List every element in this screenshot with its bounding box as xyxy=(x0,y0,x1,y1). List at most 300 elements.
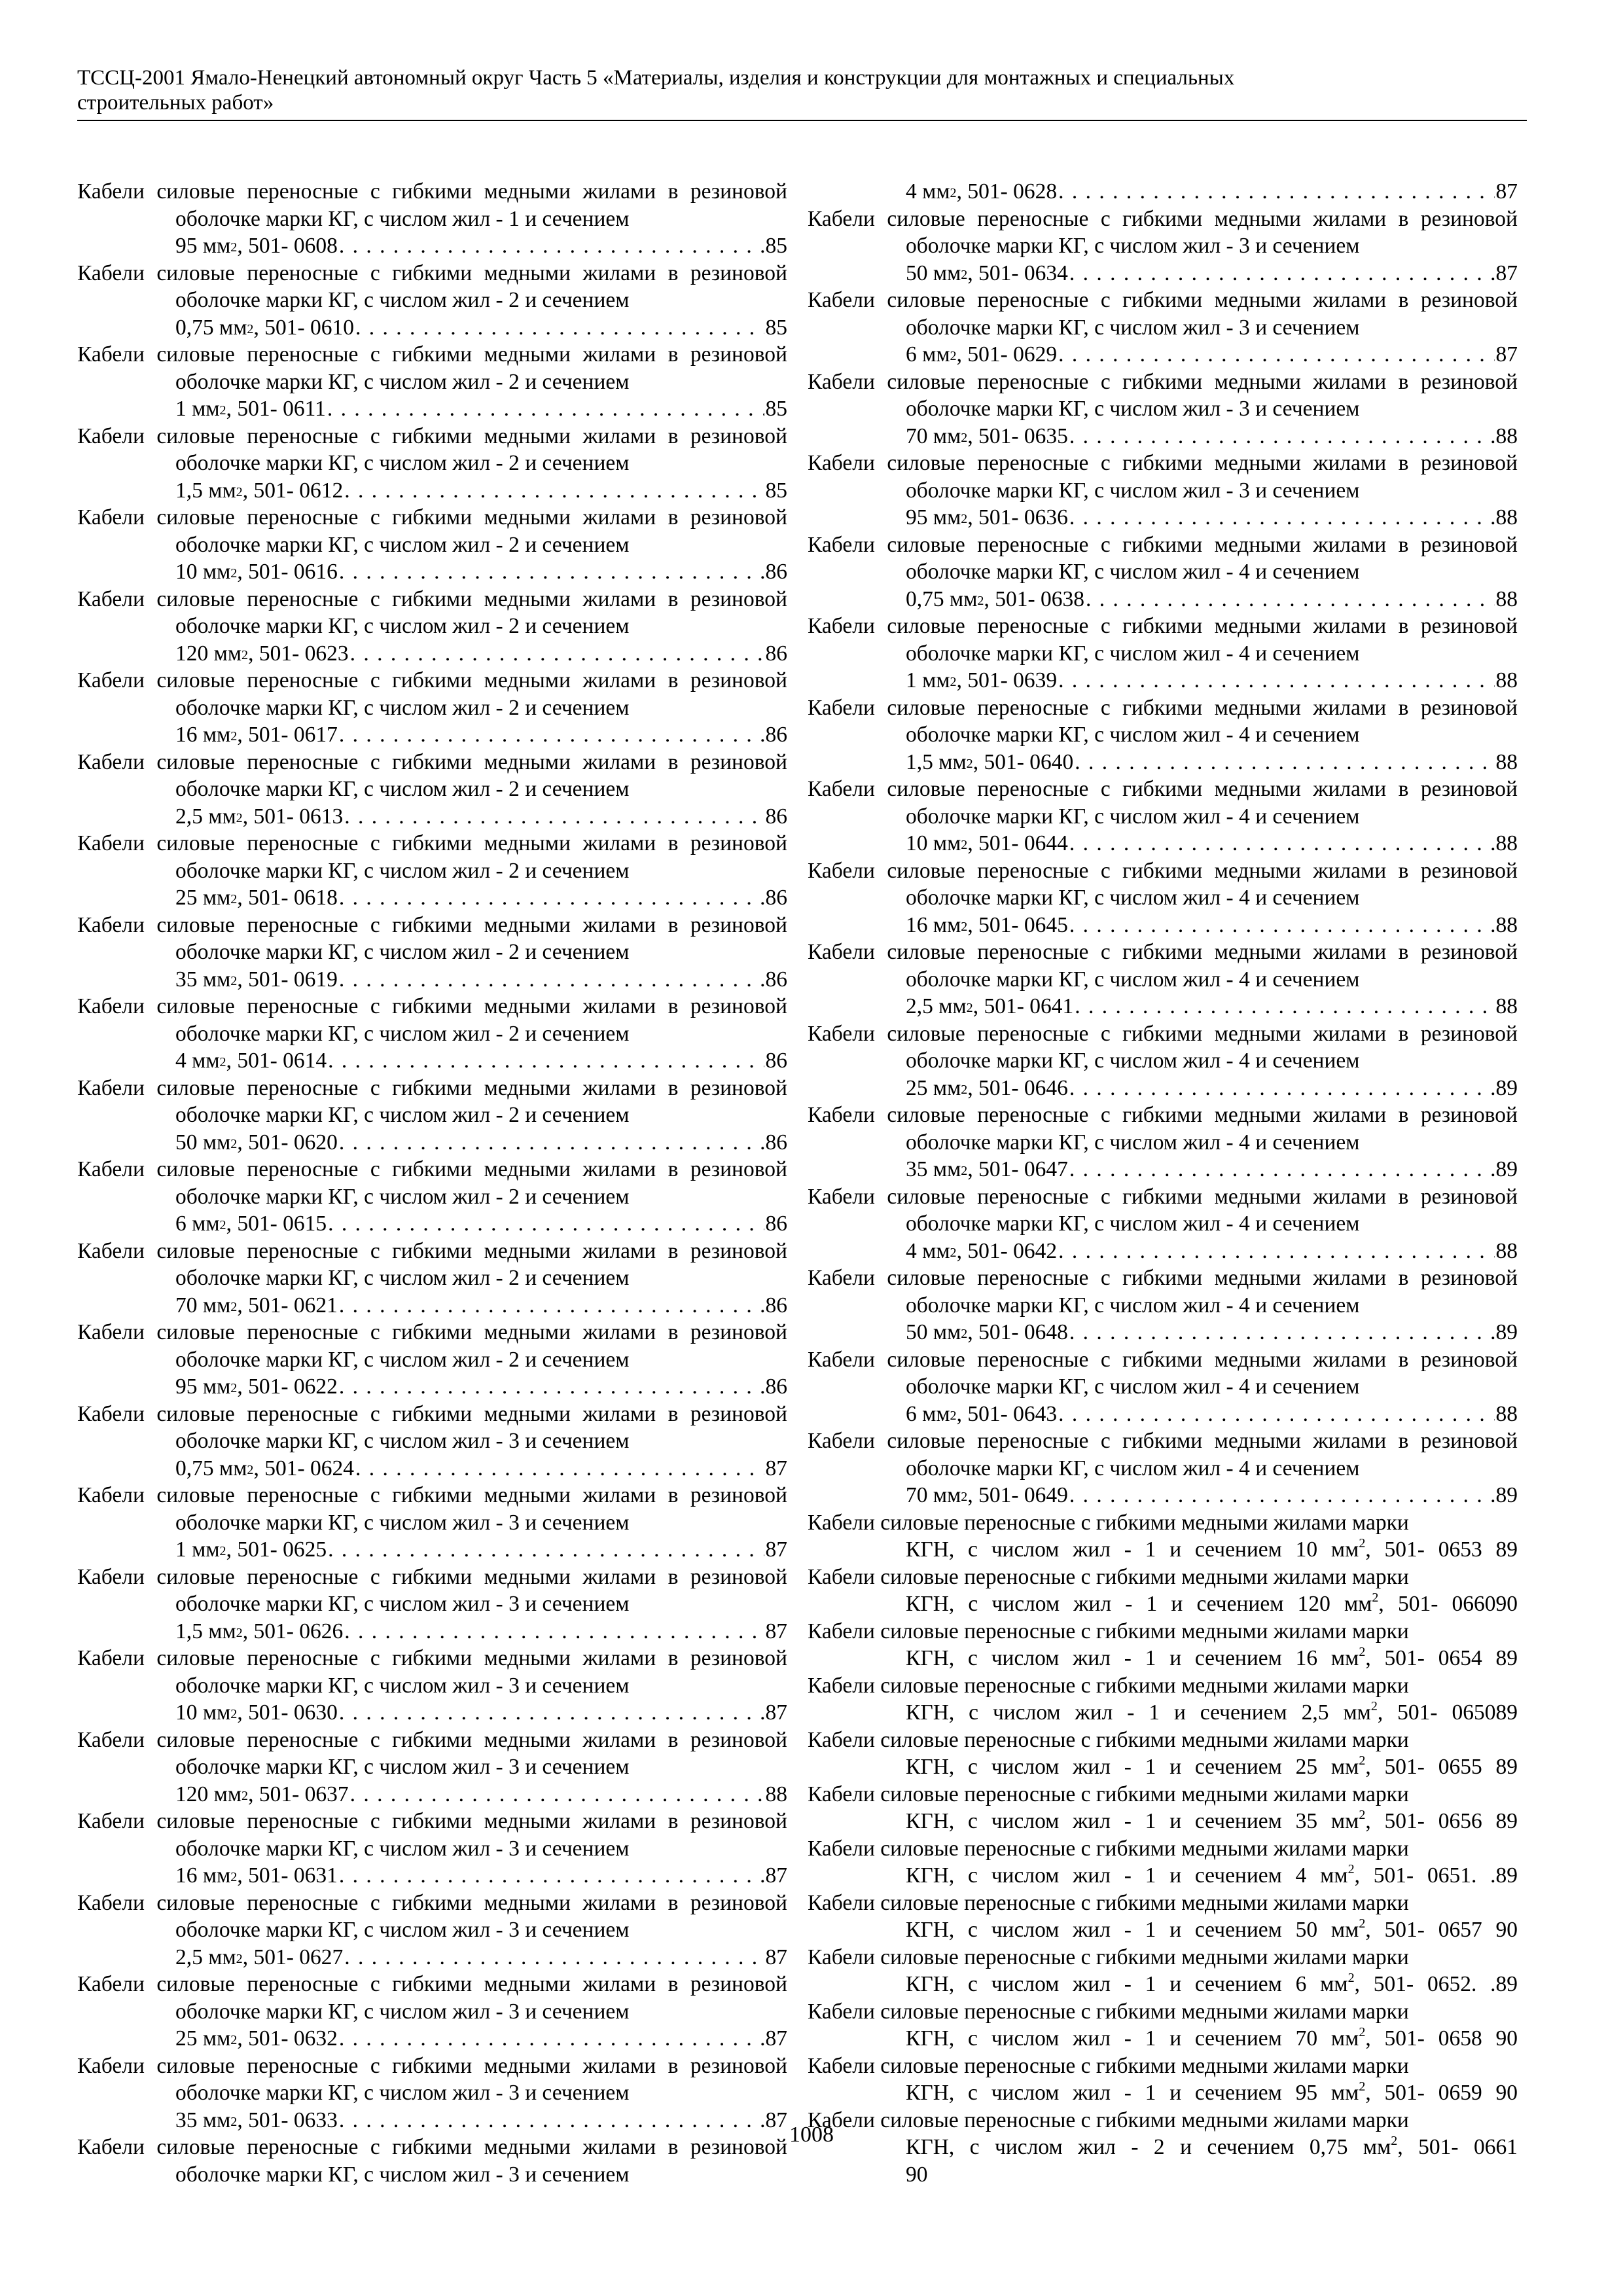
entry-page: 86 xyxy=(765,641,787,666)
entry-section: 2,5 мм xyxy=(175,1945,236,1969)
index-entry-kgn xyxy=(808,1781,1518,1835)
index-entry xyxy=(808,450,1518,531)
entry-code: , 501- 0636 xyxy=(967,505,1068,529)
entry-last-line: 120 мм $^2$ , 501- 0623 . . . 86 xyxy=(175,640,787,668)
index-entry xyxy=(77,1482,787,1564)
header-line-1: ТССЦ-2001 Ямало-Ненецкий автономный округ Часть 5 «Материалы, изделия и конструкции для монтажных и специальных xyxy=(77,66,1235,90)
entry-text: Кабели силовые переносные с гибкими медными жилами марки xyxy=(808,1510,1409,1535)
index-entry-kgn xyxy=(808,1998,1518,2053)
entry-section: 95 мм xyxy=(906,505,961,529)
index-entry-kgn xyxy=(808,1672,1518,1727)
dot-leader xyxy=(1069,504,1495,531)
entry-page: 86 xyxy=(765,804,787,829)
entry-page: 86 xyxy=(765,1293,787,1318)
index-entry xyxy=(808,776,1518,857)
index-entry-kgn xyxy=(808,1727,1518,1781)
dot-leader xyxy=(344,803,764,831)
entry-page: 88 xyxy=(765,1782,787,1806)
index-entry-kgn xyxy=(808,1944,1518,1998)
header-rule xyxy=(77,120,1527,121)
entry-text: Кабели силовые переносные с гибкими медными жилами в резиновой оболочке марки КГ, с числом жил - 2 и сечением xyxy=(77,668,787,720)
entry-section: КГН, с числом жил - 1 и сечением 35 мм xyxy=(906,1809,1359,1833)
entry-page: 85 xyxy=(765,397,787,421)
index-entry xyxy=(77,830,787,912)
entry-code: , 501- 0645 xyxy=(967,912,1068,937)
entry-section: 1 мм xyxy=(906,668,950,692)
index-entry-kgn xyxy=(808,1618,1518,1672)
entry-last-line: 0,75 мм $^2$ , 501- 0624 . . . 87 xyxy=(175,1455,787,1482)
entry-text: Кабели силовые переносные с гибкими медными жилами в резиновой оболочке марки КГ, с числом жил - 3 и сечением xyxy=(808,369,1518,421)
entry-section: КГН, с числом жил - 2 и сечением 0,75 мм xyxy=(906,2135,1391,2159)
entry-last-line: 6 мм $^2$ , 501- 0643 . . . 88 xyxy=(906,1401,1518,1428)
entry-section: 70 мм xyxy=(906,1483,961,1507)
entry-code-page: , 501- 0654 89 xyxy=(1365,1646,1518,1670)
entry-text: Кабели силовые переносные с гибкими медными жилами в резиновой оболочке марки КГ, с числом жил - 2 и сечением xyxy=(77,260,787,312)
entry-page: 87 xyxy=(765,2108,787,2132)
dot-leader xyxy=(1058,1401,1494,1428)
entry-page: 88 xyxy=(1495,831,1518,855)
entry-code: , 501- 0614 xyxy=(226,1049,327,1073)
page-number: 1008 xyxy=(789,2123,834,2147)
index-entry xyxy=(77,1808,787,1890)
dot-leader xyxy=(328,1047,764,1075)
entry-code: , 501- 0630 xyxy=(237,1700,338,1725)
dot-leader xyxy=(327,395,764,423)
superscript: 2 xyxy=(1391,2133,1398,2148)
entry-page: 88 xyxy=(1495,994,1518,1018)
entry-code: , 501- 0634 xyxy=(967,260,1068,285)
superscript: 2 xyxy=(1359,1807,1366,1822)
dot-leader xyxy=(339,966,764,994)
dot-leader xyxy=(339,558,764,586)
entry-page: 87 xyxy=(1495,260,1518,285)
entry-section: КГН, с числом жил - 1 и сечением 25 мм xyxy=(906,1755,1359,1779)
dot-leader xyxy=(1069,423,1495,450)
entry-section: КГН, с числом жил - 1 и сечением 50 мм xyxy=(906,1918,1359,1942)
dot-leader xyxy=(355,1455,764,1482)
entry-last-line xyxy=(906,1645,1518,1672)
entry-section: 50 мм xyxy=(906,1320,961,1344)
dot-leader xyxy=(339,2025,764,2053)
entry-section: 6 мм xyxy=(906,1401,950,1426)
index-entry xyxy=(808,206,1518,287)
index-entry xyxy=(77,1075,787,1157)
entry-code: , 501- 0631 xyxy=(237,1863,338,1888)
dot-leader xyxy=(344,1944,764,1971)
entry-section: 10 мм xyxy=(175,1700,231,1725)
entry-last-line: 2,5 мм $^2$ , 501- 0627 . . . 87 xyxy=(175,1944,787,1971)
entry-page: 87 xyxy=(1495,179,1518,204)
entry-code: , 501- 0648 xyxy=(967,1320,1068,1344)
entry-section: 16 мм xyxy=(906,912,961,937)
entry-last-line: 6 мм $^2$ , 501- 0615 . . . 86 xyxy=(175,1210,787,1238)
superscript: 2 xyxy=(1347,1970,1355,1985)
entry-code: , 501- 0649 xyxy=(967,1483,1068,1507)
entry-page: 86 xyxy=(765,1374,787,1399)
entry-section: 6 мм xyxy=(175,1211,220,1236)
entry-section: 10 мм xyxy=(906,831,961,855)
entry-last-line: 1,5 мм $^2$ , 501- 0626 . . . 87 xyxy=(175,1618,787,1645)
entry-last-line: 1,5 мм $^2$ , 501- 0612 . . . 85 xyxy=(175,477,787,505)
index-entry xyxy=(77,1971,787,2053)
dot-leader xyxy=(339,1699,764,1727)
entry-section: 4 мм xyxy=(906,179,950,204)
entry-code: , 501- 0619 xyxy=(237,967,338,992)
entry-code: , 501- 0644 xyxy=(967,831,1068,855)
dot-leader xyxy=(355,314,764,342)
entry-text: Кабели силовые переносные с гибкими медными жилами в резиновой оболочке марки КГ, с числом жил - 2 и сечением xyxy=(77,831,787,883)
entry-last-line xyxy=(906,2025,1518,2053)
index-entry xyxy=(77,749,787,831)
index-entry xyxy=(77,2053,787,2134)
entry-code-page: , 501- 0651. .89 xyxy=(1354,1863,1518,1888)
dot-leader xyxy=(1058,667,1494,694)
entry-last-line xyxy=(906,1808,1518,1835)
entry-text: Кабели силовые переносные с гибкими медными жилами в резиновой оболочке марки КГ, с числом жил - 3 и сечением xyxy=(77,1809,787,1861)
index-entry xyxy=(808,368,1518,450)
superscript: 2 xyxy=(1372,1590,1379,1605)
index-entry xyxy=(77,1890,787,1971)
entry-text: Кабели силовые переносные с гибкими медными жилами марки xyxy=(808,1890,1409,1915)
index-entry xyxy=(808,857,1518,939)
entry-text: Кабели силовые переносные с гибкими медными жилами марки xyxy=(808,1564,1409,1589)
superscript: 2 xyxy=(1359,1753,1366,1768)
entry-last-line: 10 мм $^2$ , 501- 0644 . . . 88 xyxy=(906,830,1518,857)
entry-last-line: 120 мм $^2$ , 501- 0637 . . . 88 xyxy=(175,1781,787,1808)
entry-text: Кабели силовые переносные с гибкими медными жилами в резиновой оболочке марки КГ, с числом жил - 3 и сечением xyxy=(77,1483,787,1535)
entry-last-line: 70 мм $^2$ , 501- 0621 . . . 86 xyxy=(175,1292,787,1319)
dot-leader xyxy=(1069,1156,1495,1183)
entry-text: Кабели силовые переносные с гибкими медными жилами в резиновой оболочке марки КГ, с числом жил - 4 и сечением xyxy=(808,532,1518,584)
entry-section: КГН, с числом жил - 1 и сечением 120 мм xyxy=(906,1592,1372,1616)
entry-section: 16 мм xyxy=(175,723,231,747)
entry-last-line: 4 мм $^2$ , 501- 0628 . . . 87 xyxy=(906,178,1518,206)
entry-text: Кабели силовые переносные с гибкими медными жилами в резиновой оболочке марки КГ, с числом жил - 3 и сечением xyxy=(77,1972,787,2024)
entry-code: , 501- 0640 xyxy=(972,749,1074,774)
entry-last-line: 10 мм $^2$ , 501- 0616 . . . 86 xyxy=(175,558,787,586)
entry-last-line: 4 мм $^2$ , 501- 0614 . . . 86 xyxy=(175,1047,787,1075)
entry-code-page: , 501- 0655 89 xyxy=(1365,1755,1518,1779)
dot-leader xyxy=(339,1292,764,1319)
entry-page: 88 xyxy=(1495,668,1518,692)
index-entry xyxy=(77,586,787,668)
index-entry xyxy=(77,1645,787,1727)
dot-leader xyxy=(1086,586,1495,613)
dot-leader xyxy=(1075,993,1494,1020)
entry-section: 1 мм xyxy=(175,1537,220,1562)
entry-text: Кабели силовые переносные с гибкими медными жилами в резиновой оболочке марки КГ, с числом жил - 4 и сечением xyxy=(808,614,1518,666)
entry-last-line xyxy=(906,1753,1518,1781)
index-entry xyxy=(77,1156,787,1238)
entry-text: Кабели силовые переносные с гибкими медными жилами в резиновой оболочке марки КГ, с числом жил - 1 и сечением xyxy=(77,179,787,231)
header-line-2: строительных работ» xyxy=(77,91,274,115)
index-column-right xyxy=(808,178,1518,2188)
index-entry xyxy=(77,1727,787,1808)
entry-last-line: 70 мм $^2$ , 501- 0649 . . . 89 xyxy=(906,1482,1518,1509)
entry-text: Кабели силовые переносные с гибкими медными жилами в резиновой оболочке марки КГ, с числом жил - 2 и сечением xyxy=(77,994,787,1046)
entry-last-line: 95 мм $^2$ , 501- 0622 . . . 86 xyxy=(175,1373,787,1401)
superscript: 2 xyxy=(1359,1916,1366,1931)
index-entry xyxy=(77,912,787,994)
index-entry xyxy=(77,1238,787,1319)
entry-code: , 501- 0622 xyxy=(237,1374,338,1399)
entry-last-line: 2,5 мм $^2$ , 501- 0641 . . . 88 xyxy=(906,993,1518,1020)
entry-section: 25 мм xyxy=(175,886,231,910)
entry-last-line: 35 мм $^2$ , 501- 0647 . . . 89 xyxy=(906,1156,1518,1183)
dot-leader xyxy=(339,232,764,260)
dot-leader xyxy=(339,721,764,749)
dot-leader xyxy=(339,1373,764,1401)
index-entry xyxy=(808,1265,1518,1346)
entry-code: , 501- 0628 xyxy=(956,179,1058,204)
entry-section: КГН, с числом жил - 1 и сечением 16 мм xyxy=(906,1646,1359,1670)
index-entry xyxy=(808,1183,1518,1265)
entry-last-line: 16 мм $^2$ , 501- 0645 . . . 88 xyxy=(906,912,1518,939)
entry-section: 6 мм xyxy=(906,342,950,367)
entry-code: , 501- 0633 xyxy=(237,2108,338,2132)
entry-last-line: 25 мм $^2$ , 501- 0646 . . . 89 xyxy=(906,1075,1518,1102)
entry-page: 89 xyxy=(1495,1320,1518,1344)
entry-text: Кабели силовые переносные с гибкими медными жилами в резиновой оболочке марки КГ, с числом жил - 2 и сечением xyxy=(77,342,787,394)
entry-text: Кабели силовые переносные с гибкими медными жилами марки xyxy=(808,1999,1409,2024)
entry-code-page: , 501- 0658 90 xyxy=(1365,2026,1518,2051)
index-entry xyxy=(808,939,1518,1020)
entry-last-line: 16 мм $^2$ , 501- 0617 . . . 86 xyxy=(175,721,787,749)
index-entry xyxy=(808,613,1518,694)
entry-page: 86 xyxy=(765,967,787,992)
entry-last-line: 35 мм $^2$ , 501- 0619 . . . 86 xyxy=(175,966,787,994)
superscript: 2 xyxy=(1347,1861,1355,1876)
entry-text: Кабели силовые переносные с гибкими медными жилами марки xyxy=(808,2053,1409,2078)
entry-code: , 501- 0617 xyxy=(237,723,338,747)
entry-text: Кабели силовые переносные с гибкими медными жилами в резиновой оболочке марки КГ, с числом жил - 4 и сечением xyxy=(808,858,1518,910)
entry-page: 90 xyxy=(906,2162,928,2187)
superscript: 2 xyxy=(1370,1698,1378,1713)
entry-text: Кабели силовые переносные с гибкими медными жилами в резиновой оболочке марки КГ, с числом жил - 3 и сечением xyxy=(808,288,1518,340)
entry-code: , 501- 0627 xyxy=(242,1945,344,1969)
running-header xyxy=(77,65,1517,115)
entry-text: Кабели силовые переносные с гибкими медными жилами в резиновой оболочке марки КГ, с числом жил - 4 и сечением xyxy=(808,695,1518,747)
entry-section: КГН, с числом жил - 1 и сечением 95 мм xyxy=(906,2081,1359,2105)
entry-last-line: 25 мм $^2$ , 501- 0632 . . . 87 xyxy=(175,2025,787,2053)
entry-section: 10 мм xyxy=(175,560,231,584)
entry-code: , 501- 0621 xyxy=(237,1293,338,1318)
entry-code: , 501- 0608 xyxy=(237,234,338,258)
entry-text: Кабели силовые переносные с гибкими медными жилами марки xyxy=(808,2108,1409,2132)
dot-leader xyxy=(1058,341,1494,368)
dot-leader xyxy=(1075,749,1494,776)
entry-code: , 501- 0641 xyxy=(972,994,1074,1018)
index-entry xyxy=(77,178,787,260)
entry-last-line xyxy=(906,1971,1518,1998)
entry-code: , 501- 0615 xyxy=(226,1211,327,1236)
entry-last-line: 50 мм $^2$ , 501- 0634 . . . 87 xyxy=(906,260,1518,287)
superscript: 2 xyxy=(1359,1535,1366,1551)
entry-text: Кабели силовые переносные с гибкими медными жилами в резиновой оболочке марки КГ, с числом жил - 2 и сечением xyxy=(77,1320,787,1372)
entry-section: 70 мм xyxy=(906,423,961,448)
entry-code: , 501- 0635 xyxy=(967,423,1068,448)
entry-text: Кабели силовые переносные с гибкими медными жилами в резиновой оболочке марки КГ, с числом жил - 3 и сечением xyxy=(808,206,1518,258)
dot-leader xyxy=(350,640,764,668)
entry-page: 87 xyxy=(765,1619,787,1643)
entry-text: Кабели силовые переносные с гибкими медными жилами в резиновой оболочке марки КГ, с числом жил - 3 и сечением xyxy=(77,1646,787,1698)
dot-leader xyxy=(350,1781,764,1808)
entry-last-line: 4 мм $^2$ , 501- 0642 . . . 88 xyxy=(906,1238,1518,1265)
entry-page: 86 xyxy=(765,1211,787,1236)
index-entry-kgn xyxy=(808,1890,1518,1944)
index-entry-kgn xyxy=(808,1564,1518,1618)
index-entry xyxy=(808,531,1518,613)
entry-code: , 501- 0647 xyxy=(967,1157,1068,1181)
entry-code: , 501- 0623 xyxy=(248,641,349,666)
entry-page: 85 xyxy=(765,478,787,503)
entry-text: Кабели силовые переносные с гибкими медными жилами в резиновой оболочке марки КГ, с числом жил - 2 и сечением xyxy=(77,1238,787,1290)
dot-leader xyxy=(1069,260,1495,287)
entry-page: 87 xyxy=(765,1863,787,1888)
entry-text: Кабели силовые переносные с гибкими медными жилами в резиновой оболочке марки КГ, с числом жил - 4 и сечением xyxy=(808,940,1518,992)
entry-last-line xyxy=(906,1536,1518,1564)
entry-text: Кабели силовые переносные с гибкими медными жилами в резиновой оболочке марки КГ, с числом жил - 4 и сечением xyxy=(808,777,1518,829)
entry-page: 86 xyxy=(765,560,787,584)
entry-page: 86 xyxy=(765,723,787,747)
index-entry xyxy=(808,287,1518,368)
entry-page: 87 xyxy=(1495,342,1518,367)
entry-page: 88 xyxy=(1495,912,1518,937)
entry-page: 86 xyxy=(765,1049,787,1073)
entry-last-line: 16 мм $^2$ , 501- 0631 . . . 87 xyxy=(175,1862,787,1890)
entry-code: , 501- 0624 xyxy=(253,1456,354,1480)
entry-section: 0,75 мм xyxy=(175,1456,247,1480)
entry-text: Кабели силовые переносные с гибкими медными жилами в резиновой оболочке марки КГ, с числом жил - 3 и сечением xyxy=(77,1564,787,1616)
entry-last-line: 0,75 мм $^2$ , 501- 0610 . . . 85 xyxy=(175,314,787,342)
entry-text: Кабели силовые переносные с гибкими медными жилами в резиновой оболочке марки КГ, с числом жил - 3 и сечением xyxy=(77,1727,787,1779)
dot-leader xyxy=(339,884,764,912)
entry-text: Кабели силовые переносные с гибкими медными жилами в резиновой оболочке марки КГ, с числом жил - 4 и сечением xyxy=(808,1103,1518,1155)
dot-leader xyxy=(344,477,764,505)
entry-last-line: 95 мм $^2$ , 501- 0608 . . . 85 xyxy=(175,232,787,260)
entry-page: 89 xyxy=(1495,1157,1518,1181)
entry-code-page: , 501- 065089 xyxy=(1377,1700,1518,1725)
entry-last-line xyxy=(906,1590,1518,1618)
entry-code-page: , 501- 066090 xyxy=(1378,1592,1518,1616)
entry-code-page: , 501- 0653 89 xyxy=(1365,1537,1518,1562)
entry-page: 85 xyxy=(765,315,787,340)
entry-page: 86 xyxy=(765,886,787,910)
entry-last-line: 1 мм $^2$ , 501- 0611 . . . 85 xyxy=(175,395,787,423)
entry-code: , 501- 0620 xyxy=(237,1130,338,1155)
entry-code: , 501- 0637 xyxy=(248,1782,349,1806)
entry-section: 35 мм xyxy=(175,2108,231,2132)
entry-section: КГН, с числом жил - 1 и сечением 4 мм xyxy=(906,1863,1348,1888)
entry-text: Кабели силовые переносные с гибкими медными жилами марки xyxy=(808,1727,1409,1752)
entry-page: 87 xyxy=(765,2026,787,2051)
entry-code: , 501- 0646 xyxy=(967,1075,1068,1100)
entry-last-line xyxy=(906,1699,1518,1727)
entry-last-line: 1,5 мм $^2$ , 501- 0640 . . . 88 xyxy=(906,749,1518,776)
entry-page: 88 xyxy=(1495,505,1518,529)
entry-code-page: , 501- 0657 90 xyxy=(1365,1918,1518,1942)
entry-text: Кабели силовые переносные с гибкими медными жилами в резиновой оболочке марки КГ, с числом жил - 2 и сечением xyxy=(77,912,787,964)
entry-section: 50 мм xyxy=(175,1130,231,1155)
index-entry xyxy=(77,1564,787,1645)
entry-code: , 501- 0612 xyxy=(242,478,344,503)
entry-text: Кабели силовые переносные с гибкими медными жилами в резиновой оболочке марки КГ, с числом жил - 4 и сечением xyxy=(808,1184,1518,1236)
dot-leader xyxy=(1069,1482,1495,1509)
entry-section: 25 мм xyxy=(175,2026,231,2051)
entry-text: Кабели силовые переносные с гибкими медными жилами в резиновой оболочке марки КГ, с числом жил - 2 и сечением xyxy=(77,423,787,475)
entry-section: 1,5 мм xyxy=(906,749,967,774)
index-entry xyxy=(77,504,787,586)
index-column-left xyxy=(77,178,787,2188)
entry-section: КГН, с числом жил - 1 и сечением 10 мм xyxy=(906,1537,1359,1562)
entry-section: 16 мм xyxy=(175,1863,231,1888)
entry-section: КГН, с числом жил - 1 и сечением 6 мм xyxy=(906,1972,1348,1996)
entry-page: 88 xyxy=(1495,586,1518,611)
entry-code-page: , 501- 0661 xyxy=(1397,2135,1518,2159)
dot-leader xyxy=(1058,178,1494,206)
entry-code-page: , 501- 0652. .89 xyxy=(1354,1972,1518,1996)
entry-code: , 501- 0625 xyxy=(226,1537,327,1562)
entry-code: , 501- 0618 xyxy=(237,886,338,910)
dot-leader xyxy=(344,1618,764,1645)
index-entry xyxy=(808,1020,1518,1102)
entry-text: Кабели силовые переносные с гибкими медными жилами в резиновой оболочке марки КГ, с числом жил - 2 и сечением xyxy=(77,1075,787,1127)
index-entry xyxy=(77,1319,787,1401)
entry-last-line xyxy=(906,2079,1518,2107)
entry-section: 120 мм xyxy=(175,641,242,666)
entry-code: , 501- 0616 xyxy=(237,560,338,584)
entry-code: , 501- 0642 xyxy=(956,1238,1058,1263)
entry-section: 70 мм xyxy=(175,1293,231,1318)
entry-text: Кабели силовые переносные с гибкими медными жилами в резиновой оболочке марки КГ, с числом жил - 4 и сечением xyxy=(808,1429,1518,1480)
entry-text: Кабели силовые переносные с гибкими медными жилами в резиновой оболочке марки КГ, с числом жил - 3 и сечением xyxy=(808,451,1518,503)
dot-leader xyxy=(328,1210,764,1238)
entry-text: Кабели силовые переносные с гибкими медными жилами марки xyxy=(808,1619,1409,1643)
entry-last-line: 95 мм $^2$ , 501- 0636 . . . 88 xyxy=(906,504,1518,531)
dot-leader xyxy=(1069,830,1495,857)
entry-text: Кабели силовые переносные с гибкими медными жилами в резиновой оболочке марки КГ, с числом жил - 2 и сечением xyxy=(77,505,787,557)
dot-leader xyxy=(339,1129,764,1157)
dot-leader xyxy=(1069,1319,1495,1346)
dot-leader xyxy=(339,1862,764,1890)
entry-text: Кабели силовые переносные с гибкими медными жилами марки xyxy=(808,1945,1409,1969)
entry-section: 35 мм xyxy=(906,1157,961,1181)
entry-section: 2,5 мм xyxy=(175,804,236,829)
entry-section: 120 мм xyxy=(175,1782,242,1806)
index-entry-kgn xyxy=(808,1509,1518,1564)
entry-section: 0,75 мм xyxy=(175,315,247,340)
entry-last-line: 50 мм $^2$ , 501- 0620 . . . 86 xyxy=(175,1129,787,1157)
entry-page: 87 xyxy=(765,1537,787,1562)
index-entry xyxy=(77,423,787,505)
entry-last-line: 50 мм $^2$ , 501- 0648 . . . 89 xyxy=(906,1319,1518,1346)
entry-code: , 501- 0639 xyxy=(956,668,1058,692)
entry-code-page: , 501- 0659 90 xyxy=(1365,2081,1518,2105)
entry-page: 89 xyxy=(1495,1483,1518,1507)
index-entry xyxy=(808,694,1518,776)
dot-leader xyxy=(1069,1075,1495,1102)
entry-last-line: 6 мм $^2$ , 501- 0629 . . . 87 xyxy=(906,341,1518,368)
entry-text: Кабели силовые переносные с гибкими медными жилами в резиновой оболочке марки КГ, с числом жил - 4 и сечением xyxy=(808,1266,1518,1318)
dot-leader xyxy=(328,1536,764,1564)
entry-text: Кабели силовые переносные с гибкими медными жилами в резиновой оболочке марки КГ, с числом жил - 2 и сечением xyxy=(77,586,787,638)
entry-section: 1,5 мм xyxy=(175,1619,236,1643)
entry-code: , 501- 0632 xyxy=(237,2026,338,2051)
entry-code: , 501- 0643 xyxy=(956,1401,1058,1426)
index-entry xyxy=(808,1102,1518,1183)
entry-page: 88 xyxy=(1495,749,1518,774)
index-entry-continued xyxy=(808,178,1518,206)
